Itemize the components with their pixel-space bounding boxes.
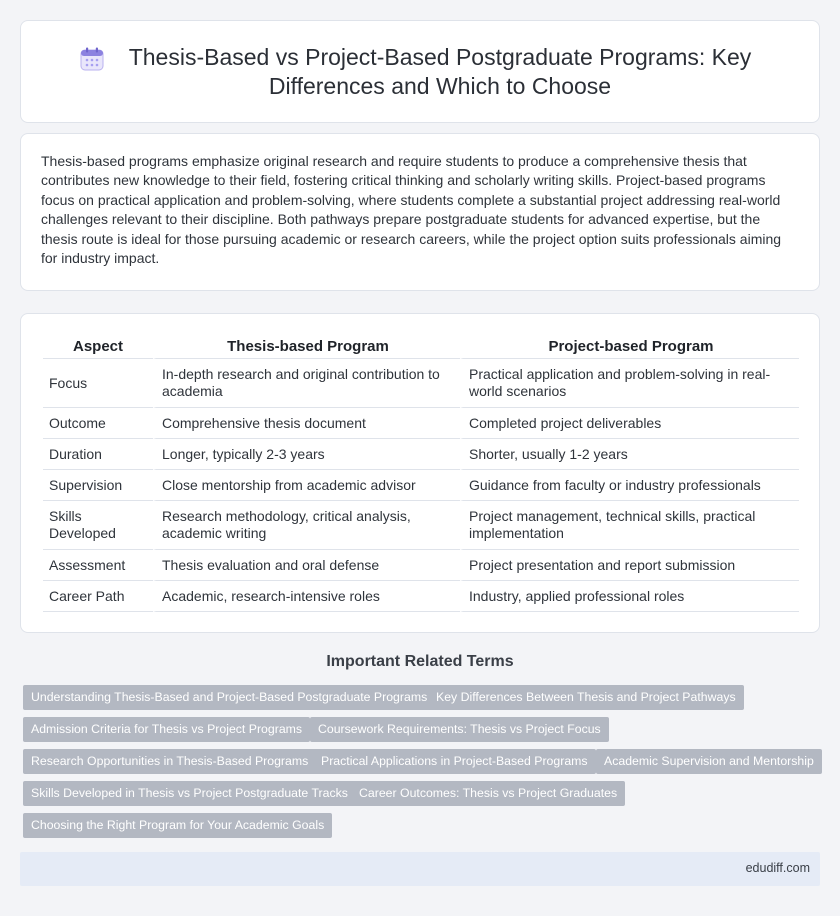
footer [20,852,820,886]
related-terms-heading: Important Related Terms [326,653,514,670]
header-project: Project-based Program [460,334,799,359]
cell-project: Shorter, usually 1-2 years [460,439,799,470]
cell-project: Practical application and problem-solving in real-world scenarios [460,359,799,408]
cell-aspect: Outcome [43,408,153,439]
page-title: Thesis-Based vs Project-Based Postgraduate Programs: Key Differences and Which to Choose [128,43,752,99]
table-row [43,470,799,501]
cell-thesis: Close mentorship from academic advisor [153,470,460,501]
table-row [43,581,799,612]
related-term-tag[interactable]: Career Outcomes: Thesis vs Project Graduates [351,781,625,806]
related-term-tag[interactable]: Practical Applications in Project-Based Programs [313,749,596,774]
table-row [43,408,799,439]
cell-aspect: Career Path [43,581,153,612]
related-term-tag[interactable]: Skills Developed in Thesis vs Project Postgraduate Tracks [23,781,356,806]
cell-project: Project management, technical skills, practical implementation [460,501,799,550]
cell-project: Guidance from faculty or industry professionals [460,470,799,501]
footer-site-link[interactable]: edudiff.com [745,861,810,875]
cell-thesis: In-depth research and original contribution to academia [153,359,460,408]
cell-aspect: Duration [43,439,153,470]
related-term-tag[interactable]: Choosing the Right Program for Your Academic Goals [23,813,332,838]
cell-thesis: Research methodology, critical analysis, academic writing [153,501,460,550]
header-thesis: Thesis-based Program [153,334,460,359]
cell-project: Completed project deliverables [460,408,799,439]
cell-aspect: Supervision [43,470,153,501]
header-aspect: Aspect [43,334,153,359]
related-term-tag[interactable]: Admission Criteria for Thesis vs Project Programs [23,717,310,742]
related-term-tag[interactable]: Key Differences Between Thesis and Project Pathways [428,685,744,710]
cell-thesis: Longer, typically 2-3 years [153,439,460,470]
cell-thesis: Academic, research-intensive roles [153,581,460,612]
title-card [20,20,820,123]
table-row [43,501,799,550]
related-term-tag[interactable]: Academic Supervision and Mentorship [596,749,822,774]
table-row [43,550,799,581]
comparison-table-card [20,313,820,633]
cell-aspect: Skills Developed [43,501,153,550]
intro-paragraph: Thesis-based programs emphasize original research and require students to produce a comprehensive thesis that contributes new knowledge to their field, fostering critical thinking and scholarly writing skills. Project-based programs focus on practical application and problem-solving, where students complete a substantial project addressing real-world challenges relevant to their discipline. Both pathways prepare postgraduate students for advanced expertise, but the thesis route is ideal for those pursuing academic or research careers, while the project option suits professionals aiming for industry impact. [41,153,782,267]
cell-thesis: Comprehensive thesis document [153,408,460,439]
related-term-tag[interactable]: Coursework Requirements: Thesis vs Project Focus [310,717,609,742]
cell-project: Project presentation and report submission [460,550,799,581]
related-term-tag[interactable]: Understanding Thesis-Based and Project-Based Postgraduate Programs [23,685,435,710]
cell-thesis: Thesis evaluation and oral defense [153,550,460,581]
table-row [43,359,799,408]
cell-aspect: Assessment [43,550,153,581]
related-term-tag[interactable]: Research Opportunities in Thesis-Based Programs [23,749,316,774]
intro-card [20,133,820,291]
comparison-table [43,334,799,612]
table-row [43,439,799,470]
cell-project: Industry, applied professional roles [460,581,799,612]
cell-aspect: Focus [43,359,153,408]
table-header-row [43,334,799,359]
